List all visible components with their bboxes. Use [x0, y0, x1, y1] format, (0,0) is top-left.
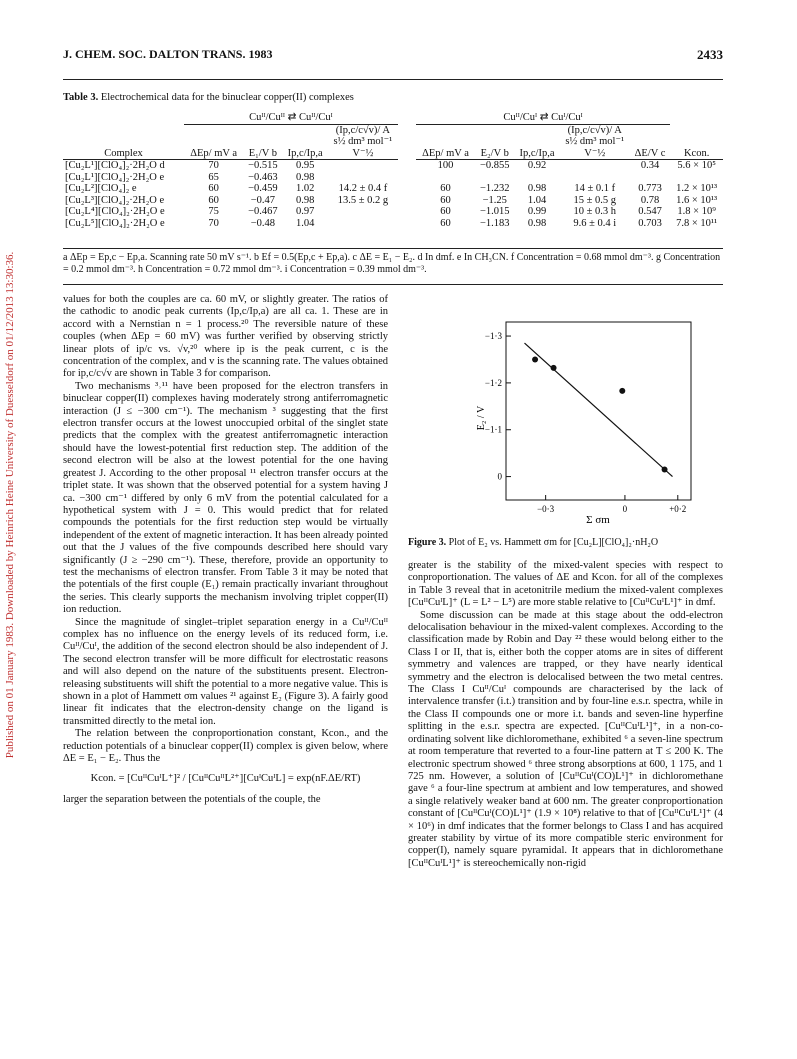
y-tick-label: 0 — [497, 471, 502, 482]
value-cell: 5.6 × 10⁵ — [677, 160, 716, 171]
value-cell: 0.97 — [295, 206, 315, 217]
value-cell: −0.467 — [248, 206, 278, 217]
column-header: Complex — [63, 124, 184, 160]
download-watermark: Published on 01 January 1983. Downloaded by Heinrich Heine University of Duesseldorf on 01/12/2013 13:30:36. — [4, 251, 16, 759]
value-cell — [328, 172, 398, 184]
value-cell: 0.92 — [527, 160, 547, 171]
y-tick-label: −1·3 — [484, 331, 502, 342]
complex-cell: [Cu₂L³][ClO₄]₂·2H₂O e — [65, 194, 165, 206]
column-header: Ip,c/Ip,a — [514, 124, 559, 160]
kcon-equation: Kcon. = [CuᴵᴵCuᴵL⁺]² / [CuᴵᴵCuᴵᴵL²⁺][CuᴵCuᴵL] = exp(nF.ΔE/RT) — [90, 773, 361, 785]
value-cell: 14.2 ± 0.4 f — [338, 183, 388, 194]
value-cell: −1.015 — [479, 206, 510, 217]
value-cell: 65 — [208, 171, 219, 183]
column-header: Ip,c/Ip,a — [282, 124, 327, 160]
value-cell — [328, 206, 398, 218]
value-cell: 15 ± 0.5 g — [573, 194, 616, 206]
value-cell: 100 — [437, 160, 454, 171]
column-header: ΔE/V c — [630, 124, 671, 160]
column-header: (Ip,c/c√v)/ A s½ dm³ mol⁻¹ V⁻½ — [328, 124, 398, 160]
table-group-row — [63, 112, 723, 124]
value-cell — [475, 172, 514, 184]
table-body — [63, 160, 723, 230]
value-cell — [328, 218, 398, 230]
value-cell: 60 — [440, 183, 451, 194]
y-tick-label: −1·2 — [484, 377, 502, 388]
table-end-rule — [63, 284, 723, 285]
table-row — [63, 160, 723, 172]
value-cell: 60 — [440, 194, 451, 206]
value-cell: 0.98 — [295, 194, 315, 206]
column-header: ΔEp/ mV a — [416, 124, 475, 160]
left-column — [63, 294, 388, 806]
header-rule — [63, 79, 723, 80]
fit-line — [525, 343, 673, 477]
right-para-2: Some discussion can be made at this stage about the odd-electron delocalisation behaviour in the mixed-valent complexes. According to the classification made by Robin and Day ²² these would belong either to the Class I or II, that is, either both the copper atoms are in sites of different symmetry and valences are trapped, or they have nearly identical symmetry and the electron is delocalised between the two metal centres. The Class I Cuᴵᴵ/Cuᴵ compounds are characterised by the lack of intervalence transfer (i.t.) transition and by four-line e.s.r. spectra, while in the Class II compounds one or more i.t. bands and seven-line hyperfine splitting in the e.s.r. spectra are expected. [CuᴵᴵCuᴵL¹]⁺, in a non-co-ordinating solvent like dichloromethane, exhibited ⁶ a seven-line spectrum at room temperature that reverted to a four-line pattern at T ≤ 200 K. The electronic spectrum showed ⁶ three strong absorptions at 600, 1 175, and 1 725 nm. However, a solution of [CuᴵᴵCuᴵ(CO)L¹]⁺ in dichloromethane gave ⁶ a four-line spectrum at ambient and low temperatures, and showed a single relatively weaker band at 600 nm. The greater conproportionation constant of [CuᴵᴵCuᴵ(CO)L¹]⁺ (1.9 × 10⁸) relative to that of [CuᴵᴵCuᴵL¹]⁺ (4 × 10⁶) in dmf indicates that the former belongs to Class I and has acquired greater stability by virtue of its more compatible steric environment for copper(I), namely square pyramidal. It appears that in dichloromethane [CuᴵᴵCuᴵL¹]⁺ is stereochemically non-rigid — [408, 609, 723, 869]
value-cell — [328, 160, 398, 172]
column-header: Kcon. — [670, 124, 723, 160]
value-cell: 60 — [440, 217, 451, 229]
plot-frame — [506, 322, 691, 500]
page-number: 2433 — [697, 47, 723, 62]
value-cell: 9.6 ± 0.4 i — [573, 217, 617, 229]
value-cell: 0.95 — [295, 160, 315, 171]
data-point — [619, 388, 625, 394]
table-footnote: a ΔEp = Ep,c − Ep,a. Scanning rate 50 mV s⁻¹. b Ef = 0.5(Ep,c + Ep,a). c ΔE = E₁ − E₂. d In dmf. e In CH₃CN. f Concentration = 0.68 mmol dm⁻³. g Concentration = 0.2 mmol dm⁻³. h Concentration = 0.72 mmol dm⁻³. i Concentration = 0.39 mmol dm⁻³. — [63, 252, 721, 275]
table-rule-bottom — [63, 248, 723, 249]
value-cell: 70 — [208, 160, 219, 171]
complex-cell: [Cu₂L⁵][ClO₄]₂·2H₂O e — [65, 217, 165, 229]
value-cell — [416, 172, 475, 184]
journal-name: J. CHEM. SOC. DALTON TRANS. 1983 — [63, 47, 273, 61]
value-cell: 75 — [208, 206, 219, 217]
value-cell: 0.98 — [295, 171, 315, 183]
value-cell — [560, 172, 630, 184]
value-cell: 0.98 — [527, 183, 547, 194]
value-cell: 60 — [440, 206, 451, 217]
table-row — [63, 183, 723, 195]
value-cell — [560, 160, 630, 172]
table-label: Table 3. — [63, 92, 99, 103]
left-para-2: Two mechanisms ³˒¹¹ have been proposed for the electron transfers in binuclear copper(II) complexes having moderately strong antiferromagnetic interaction (J ≤ −300 cm⁻¹). The mechanism ³ suggesting that the first electron transfer occurs at the lowest unoccupied orbital of the singlet state predicts that the complex with the greatest antiferromagnetic interaction should have the lowest-potential first reduction step. The addition of the second electron will be also at the lowest potential for the one having greatest J. According to the other proposal ¹¹ electron transfer occurs at the triplet state. It was shown that the observed potential for a system having J ca. −300 cm⁻¹ differed by only 6 mV from the potential calculated for a hypothetical system with J = 0. This would predict that for related compounds the potentials for the first reduction step would be virtually independent of the extent of magnetic interaction. It has been already pointed out that the J values of the five compounds described here should vary significantly (J ≥ −290 cm⁻¹). These, therefore, provide an opportunity to test the mechanisms of electron transfer. From Table 3 it may be noted that the potentials of the first couple (E₁) remain practically invariant throughout the series. This clearly supports the mechanism involving triplet copper(II) ion reduction. — [63, 380, 388, 616]
value-cell: 1.02 — [295, 183, 315, 194]
complex-cell: [Cu₂L²][ClO₄]₂ e — [65, 183, 137, 194]
value-cell: 14 ± 0.1 f — [574, 183, 616, 194]
column-header: E₁/V b — [243, 124, 282, 160]
table-row — [63, 206, 723, 218]
value-cell — [514, 172, 559, 184]
value-cell: 1.2 × 10¹³ — [676, 183, 718, 194]
left-para-4: The relation between the conproportionation constant, Kcon., and the reduction potentials of a binuclear copper(II) complex is given below, where ΔE = E₁ − E₂. Thus the — [63, 728, 388, 765]
value-cell — [630, 172, 671, 184]
right-column — [408, 560, 723, 870]
value-cell: 0.98 — [527, 217, 547, 229]
running-header — [63, 47, 723, 62]
electrochem-table — [63, 112, 723, 229]
left-para-1: values for both the couples are ca. 60 mV, or slightly greater. The ratios of the cathodic to anodic peak currents (Ip,c/Ip,a) are all ca. 1. These are in accord with a Nernstian n = 1 process.²⁰ The reversible nature of these couples (when ΔEp = 60 mV) was further verified by observing strictly linear plots of ip/c vs. √v,²⁰ where ip is the peak current, c is the concentration of the complex, and v is the scanning rate. The values obtained for ip,c/c√v are shown in Table 3 for comparison. — [63, 294, 388, 380]
column-header: ΔEp/ mV a — [184, 124, 243, 160]
table-header-row — [63, 124, 723, 160]
value-cell: −1.232 — [479, 183, 510, 194]
x-tick-label: −0·3 — [537, 504, 555, 514]
right-para-1: greater is the stability of the mixed-valent species with respect to conproportionation. The values of ΔE and Kcon. for all of the complexes in Table 3 reveal that in acetonitrile medium the mixed-valent complexes [CuᴵᴵCuᴵL]⁺ (L = L² − L⁵) are more stable relative to [CuᴵᴵCuᴵL¹]⁺ in dmf. — [408, 560, 723, 609]
table-row — [63, 218, 723, 230]
value-cell: 1.8 × 10⁹ — [677, 206, 716, 217]
value-cell: 0.99 — [527, 206, 547, 217]
value-cell — [670, 172, 723, 184]
value-cell: −0.855 — [479, 160, 510, 171]
value-cell: 10 ± 0.3 h — [573, 206, 616, 217]
value-cell: 60 — [208, 183, 219, 194]
value-cell: −1.25 — [482, 194, 507, 206]
complex-cell: [Cu₂L⁴][ClO₄]₂·2H₂O e — [65, 206, 165, 217]
value-cell: −0.459 — [248, 183, 278, 194]
figure-3-plot — [478, 318, 698, 526]
value-cell: 0.78 — [640, 194, 660, 206]
value-cell: −1.183 — [479, 217, 510, 229]
data-point — [662, 467, 668, 473]
value-cell: 0.547 — [638, 206, 662, 217]
table-caption — [63, 92, 354, 103]
value-cell: 1.04 — [295, 217, 315, 229]
figure-caption — [408, 537, 658, 548]
x-tick-label: +0·2 — [669, 504, 687, 514]
table-row — [63, 195, 723, 207]
value-cell: 1.04 — [527, 194, 547, 206]
figure-label: Figure 3. — [408, 537, 447, 548]
column-header: E₂/V b — [475, 124, 514, 160]
left-para-5: larger the separation between the potentials of the couple, the — [63, 793, 321, 805]
group-header-1: Cuᴵᴵ/Cuᴵᴵ ⇄ Cuᴵᴵ/Cuᴵ — [184, 112, 398, 124]
complex-cell: [Cu₂L¹][ClO₄]₂·2H₂O e — [65, 171, 165, 183]
x-axis-label: Σ σm — [586, 514, 610, 526]
complex-cell: [Cu₂L¹][ClO₄]₂·2H₂O d — [65, 160, 165, 171]
table-row — [63, 172, 723, 184]
table-caption-text: Electrochemical data for the binuclear copper(II) complexes — [100, 92, 354, 103]
group-header-2: Cuᴵᴵ/Cuᴵ ⇄ Cuᴵ/Cuᴵ — [416, 112, 670, 124]
column-header: (Ip,c/c√v)/ A s½ dm³ mol⁻¹ V⁻½ — [560, 124, 630, 160]
value-cell: 0.773 — [638, 183, 662, 194]
left-para-3: Since the magnitude of singlet–triplet separation energy in a Cuᴵᴵ/Cuᴵᴵ complex has no influence on the energy levels of its reduced form, i.e. Cuᴵᴵ/Cuᴵ, the addition of the second electron should be also independent of J. The second electron transfer will be more difficult for electrostatic reasons and will also depend on the nature of the substituents present. Electron-releasing substituents will shift the potential to a more negative value. This is shown in a plot of Hammett σm values ²¹ against E₂ (Figure 3). A fairly good linear fit indicates that the electron-density change on the ligand is transmitted directly to the metal ion. — [63, 616, 388, 727]
value-cell: −0.515 — [248, 160, 278, 171]
value-cell: −0.47 — [250, 194, 275, 206]
y-tick-label: −1·1 — [484, 424, 502, 435]
x-tick-label: 0 — [622, 504, 628, 514]
data-point — [551, 365, 557, 371]
value-cell: 13.5 ± 0.2 g — [337, 194, 389, 206]
value-cell: 0.34 — [640, 160, 660, 171]
y-axis-label: E₂ / V — [476, 405, 487, 431]
value-cell: 70 — [208, 217, 219, 229]
data-point — [532, 356, 538, 362]
figure-caption-text: Plot of E₂ vs. Hammett σm for [Cu₂L][ClO₄]₂·nH₂O — [448, 537, 659, 548]
value-cell: −0.463 — [248, 171, 278, 183]
value-cell: 1.6 × 10¹³ — [676, 194, 718, 206]
value-cell: 7.8 × 10¹¹ — [676, 217, 718, 229]
value-cell: 60 — [208, 194, 219, 206]
value-cell: −0.48 — [250, 217, 275, 229]
value-cell: 0.703 — [638, 217, 662, 229]
